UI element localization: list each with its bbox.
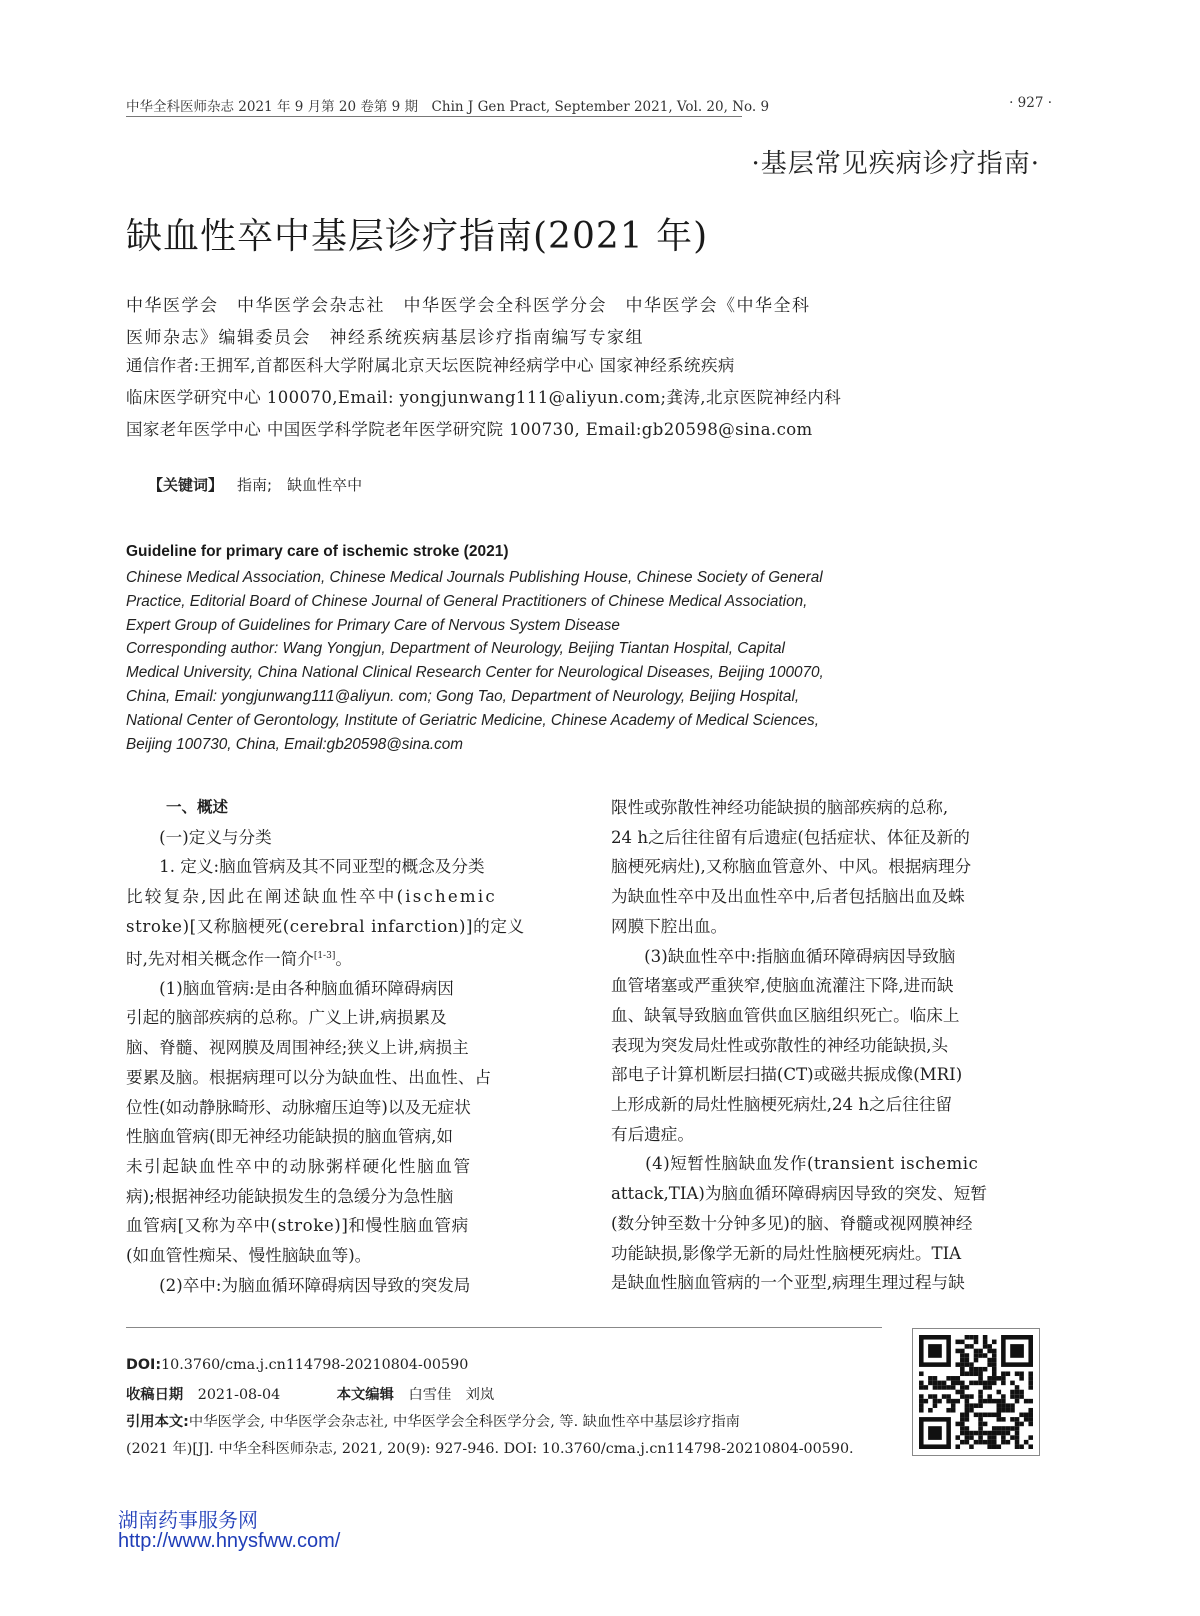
- body-line: 比较复杂,因此在阐述缺血性卒中(ischemic: [126, 887, 497, 907]
- author-list: [126, 290, 866, 354]
- citation-label: 引用本文:: [126, 1414, 189, 1430]
- body-line: 血管病[又称为卒中(stroke)]和慢性脑血管病: [126, 1216, 469, 1236]
- body-line: 血、缺氧导致脑血管供血区脑组织死亡。临床上: [611, 1005, 960, 1025]
- watermark-url[interactable]: http://www.hnysfww.com/: [118, 1530, 341, 1552]
- body-line: 位性(如动静脉畸形、动脉瘤压迫等)以及无症状: [126, 1097, 471, 1117]
- english-line: Practice, Editorial Board of Chinese Journal of General Practitioners of Chinese Medical Association,: [126, 592, 808, 610]
- body-line: (2)卒中:为脑血循环障碍病因导致的突发局: [126, 1275, 471, 1295]
- body-line: 是缺血性脑血管病的一个亚型,病理生理过程与缺: [611, 1273, 965, 1293]
- header-rule: [126, 116, 742, 117]
- body-line: attack,TIA)为脑血循环障碍病因导致的突发、短暂: [611, 1184, 987, 1204]
- english-title: Guideline for primary care of ischemic stroke (2021): [126, 543, 509, 560]
- citation-text: 中华医学会, 中华医学会杂志社, 中华医学会全科医学分会, 等. 缺血性卒中基层诊疗指南: [188, 1414, 740, 1430]
- page-number: · 927 ·: [1009, 95, 1052, 111]
- correspondence-line: 临床医学研究中心 100070,Email: yongjunwang111@aliyun.com;龚涛,北京医院神经内科: [126, 388, 842, 407]
- correspondence-line: 通信作者:王拥军,首都医科大学附属北京天坛医院神经病学中心 国家神经系统疾病: [126, 356, 735, 375]
- column-title: ·基层常见疾病诊疗指南·: [751, 149, 1040, 179]
- body-line: 网膜下腔出血。: [611, 916, 728, 936]
- body-line: (4)短暂性脑缺血发作(transient ischemic: [611, 1154, 979, 1174]
- footnote-rule: [126, 1327, 882, 1328]
- keywords-label: 【关键词】: [148, 476, 224, 494]
- author-line: 医师杂志》编辑委员会 神经系统疾病基层诊疗指南编写专家组: [126, 328, 644, 348]
- body-line: [126, 942, 558, 974]
- english-line: Medical University, China National Clinical Research Center for Neurological Diseases, Beijing 100070,: [126, 664, 824, 682]
- doi-value: 10.3760/cma.j.cn114798-20210804-00590: [161, 1357, 469, 1373]
- english-line: Expert Group of Guidelines for Primary Care of Nervous System Disease: [126, 616, 620, 634]
- body-line: 有后遗症。: [611, 1124, 694, 1144]
- body-line: 血管堵塞或严重狭窄,使脑血流灌注下降,进而缺: [611, 976, 954, 996]
- english-line: Corresponding author: Wang Yongjun, Department of Neurology, Beijing Tiantan Hospital, Capital: [126, 640, 785, 658]
- qr-code-image: [912, 1328, 1040, 1456]
- body-line: 未引起缺血性卒中的动脉粥样硬化性脑血管: [126, 1156, 472, 1176]
- body-column-left: [126, 793, 558, 1300]
- body-line: (3)缺血性卒中:指脑血循环障碍病因导致脑: [611, 946, 956, 966]
- body-line: 引起的脑部疾病的总称。广义上讲,病损累及: [126, 1008, 447, 1028]
- keywords: [148, 474, 362, 495]
- doi-line: [126, 1357, 468, 1373]
- body-line: 功能缺损,影像学无新的局灶性脑梗死病灶。TIA: [611, 1243, 962, 1263]
- qr-code-graphic: [913, 1329, 1039, 1455]
- body-line: (一)定义与分类: [126, 827, 272, 847]
- author-line: 中华医学会 中华医学会杂志社 中华医学会全科医学分会 中华医学会《中华全科: [126, 296, 811, 316]
- body-line: (如血管性痴呆、慢性脑缺血等)。: [126, 1246, 372, 1266]
- body-line: 限性或弥散性神经功能缺损的脑部疾病的总称,: [611, 798, 949, 817]
- body-line: 脑、脊髓、视网膜及周围神经;狭义上讲,病损主: [126, 1038, 469, 1058]
- editor-label: 本文编辑: [336, 1387, 394, 1403]
- body-column-right: [611, 793, 1043, 1298]
- body-line: (1)脑血管病:是由各种脑血循环障碍病因: [126, 978, 454, 998]
- body-text: 。: [335, 949, 352, 969]
- editor-names: 白雪佳 刘岚: [408, 1387, 495, 1403]
- corresponding-author: [126, 350, 866, 446]
- body-line: 性脑血管病(即无神经功能缺损的脑血管病,如: [126, 1127, 454, 1147]
- english-affiliations: [126, 566, 866, 756]
- citation-line: [126, 1411, 740, 1431]
- body-line: 部电子计算机断层扫描(CT)或磁共振成像(MRI): [611, 1065, 963, 1085]
- section-heading: 一、概述: [166, 798, 229, 816]
- received-date: 2021-08-04: [197, 1387, 281, 1403]
- running-header: 中华全科医师杂志 2021 年 9 月第 20 卷第 9 期 Chin J Gen Pract, September 2021, Vol. 20, No. 9: [126, 99, 770, 115]
- received-label: 收稿日期: [126, 1387, 184, 1403]
- body-line: 为缺血性卒中及出血性卒中,后者包括脑出血及蛛: [611, 887, 965, 907]
- body-line: 1. 定义:脑血管病及其不同亚型的概念及分类: [126, 857, 485, 877]
- english-line: Chinese Medical Association, Chinese Medical Journals Publishing House, Chinese Society of General: [126, 569, 823, 586]
- doi-label: DOI:: [126, 1357, 162, 1373]
- body-text: 时,先对相关概念作一简介: [126, 949, 314, 969]
- body-line: 病);根据神经功能缺损发生的急缓分为急性脑: [126, 1186, 454, 1206]
- body-line: 脑梗死病灶),又称脑血管意外、中风。根据病理分: [611, 857, 972, 877]
- english-line: China, Email: yongjunwang111@aliyun. com; Gong Tao, Department of Neurology, Beijing Hospital,: [126, 687, 800, 705]
- citation-line-2: (2021 年)[J]. 中华全科医师杂志, 2021, 20(9): 927-946. DOI: 10.3760/cma.j.cn114798-20210804-00590.: [126, 1441, 854, 1457]
- article-title: 缺血性卒中基层诊疗指南(2021 年): [126, 216, 709, 257]
- correspondence-line: 国家老年医学中心 中国医学科学院老年医学研究院 100730, Email:gb20598@sina.com: [126, 420, 813, 439]
- received-line: [126, 1384, 494, 1404]
- body-line: stroke)[又称脑梗死(cerebral infarction)]的定义: [126, 916, 525, 936]
- citation-reference: [1-3]: [313, 950, 336, 961]
- body-line: (数分钟至数十分钟多见)的脑、脊髓或视网膜神经: [611, 1213, 973, 1233]
- watermark-site-name: 湖南药事服务网: [118, 1510, 258, 1532]
- english-line: Beijing 100730, China, Email:gb20598@sina.com: [126, 735, 463, 753]
- body-line: 24 h之后往往留有后遗症(包括症状、体征及新的: [611, 827, 970, 847]
- body-line: 上形成新的局灶性脑梗死病灶,24 h之后往往留: [611, 1095, 953, 1115]
- body-line: 表现为突发局灶性或弥散性的神经功能缺损,头: [611, 1035, 949, 1055]
- body-line: 要累及脑。根据病理可以分为缺血性、出血性、占: [126, 1067, 492, 1087]
- english-line: National Center of Gerontology, Institute of Geriatric Medicine, Chinese Academy of Medical Sciences,: [126, 711, 819, 729]
- keywords-text: 指南; 缺血性卒中: [237, 476, 363, 494]
